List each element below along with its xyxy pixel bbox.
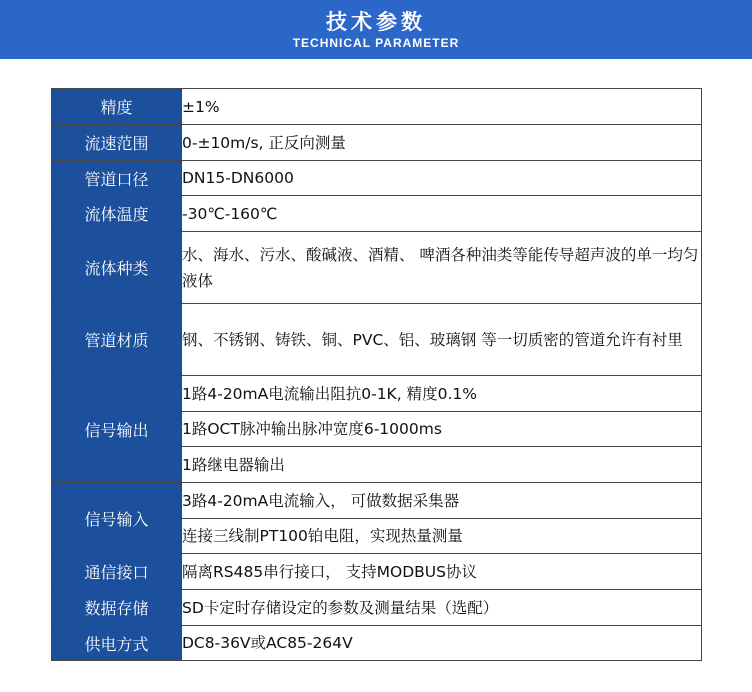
row-value: DC8-36V或AC85-264V (182, 626, 702, 661)
row-label: 流体种类 (52, 232, 182, 304)
row-label: 信号输出 (52, 376, 182, 483)
row-value: 钢、不锈钢、铸铁、铜、PVC、铝、玻璃钢 等一切质密的管道允许有衬里 (182, 304, 702, 376)
table-row (52, 161, 702, 196)
row-value: 连接三线制PT100铂电阻，实现热量测量 (182, 519, 702, 554)
row-label: 通信接口 (52, 554, 182, 590)
row-value: -30℃-160℃ (182, 196, 702, 232)
row-label: 供电方式 (52, 626, 182, 661)
page-subtitle: TECHNICAL PARAMETER (292, 36, 460, 50)
table-row (52, 232, 702, 304)
row-value: 隔离RS485串行接口， 支持MODBUS协议 (182, 554, 702, 590)
table-row (52, 304, 702, 376)
page-title: 技术参数 (326, 10, 426, 34)
row-label: 流体温度 (52, 196, 182, 232)
spec-table (51, 88, 702, 661)
row-value: SD卡定时存储设定的参数及测量结果（选配） (182, 590, 702, 626)
table-row (52, 554, 702, 590)
row-value: 0-±10m/s, 正反向测量 (182, 125, 702, 161)
row-value: 1路OCT脉冲输出脉冲宽度6-1000ms (182, 412, 702, 447)
row-value: 1路继电器输出 (182, 447, 702, 483)
row-value: DN15-DN6000 (182, 161, 702, 196)
row-value: 1路4-20mA电流输出阻抗0-1K, 精度0.1% (182, 376, 702, 412)
row-value: 3路4-20mA电流输入， 可做数据采集器 (182, 483, 702, 519)
row-label: 管道材质 (52, 304, 182, 376)
row-label: 数据存储 (52, 590, 182, 626)
table-row (52, 196, 702, 232)
row-value: ±1% (182, 89, 702, 125)
row-label: 精度 (52, 89, 182, 125)
table-row (52, 590, 702, 626)
table-row (52, 626, 702, 661)
table-row (52, 89, 702, 125)
table-row (52, 125, 702, 161)
table-row (52, 376, 702, 412)
row-label: 管道口径 (52, 161, 182, 196)
row-value: 水、海水、污水、酸碱液、酒精、 啤酒各种油类等能传导超声波的单一均匀液体 (182, 232, 702, 304)
row-label: 信号输入 (52, 483, 182, 554)
row-label: 流速范围 (52, 125, 182, 161)
table-row (52, 483, 702, 519)
header-banner (0, 0, 752, 59)
